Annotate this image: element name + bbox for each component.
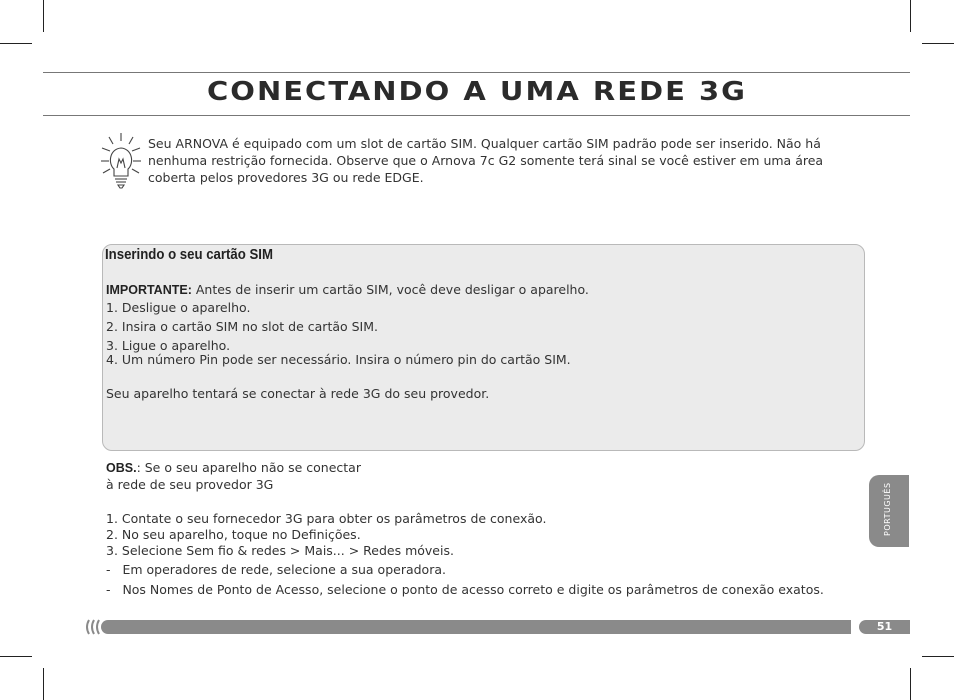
important-label: IMPORTANTE: [106, 283, 192, 297]
intro-line: Seu ARNOVA é equipado com um slot de cartão SIM. Qualquer cartão SIM padrão pode ser inserido. Não há [148, 136, 821, 151]
box-step: 1. Desligue o aparelho. [106, 300, 251, 315]
language-tab-label: PORTUGUÊS [883, 482, 892, 536]
lightbulb-icon [100, 131, 142, 191]
important-line [106, 282, 589, 297]
crop-mark [922, 43, 954, 44]
intro-line: nenhuma restrição fornecida. Observe que o Arnova 7c G2 somente terá sinal se você estiver em uma área [148, 153, 824, 168]
obs-bullet [106, 582, 824, 597]
crop-mark [0, 43, 32, 44]
header-rule-top [43, 72, 910, 73]
intro-line: coberta pelos provedores 3G ou rede EDGE. [148, 170, 424, 185]
dash-bullet: - [106, 562, 123, 577]
box-title: Inserindo o seu cartão SIM [105, 246, 273, 263]
obs-bullet-text: Nos Nomes de Ponto de Acesso, selecione o ponto de acesso correto e digite os parâmetros de conexão exatos. [122, 582, 824, 597]
crop-mark [43, 668, 44, 700]
box-step: 2. Insira o cartão SIM no slot de cartão SIM. [106, 319, 379, 334]
crop-mark [922, 656, 954, 657]
crop-mark [0, 656, 32, 657]
box-note: Seu aparelho tentará se conectar à rede 3G do seu provedor. [106, 386, 490, 401]
crop-mark [43, 0, 44, 32]
obs-line-2: à rede de seu provedor 3G [106, 477, 274, 492]
footer-bar [101, 620, 851, 634]
obs-step: 2. No seu aparelho, toque no Definições. [106, 527, 361, 542]
obs-bullet [106, 562, 446, 577]
header-rule-bottom [43, 115, 910, 116]
dash-bullet: - [106, 582, 123, 597]
box-step: 3. Ligue o aparelho. [106, 338, 231, 353]
obs-line [106, 460, 361, 475]
obs-label: OBS. [106, 461, 137, 475]
obs-bullet-text: Em operadores de rede, selecione a sua operadora. [122, 562, 446, 577]
obs-text: : Se o seu aparelho não se conectar [136, 460, 361, 475]
page-number: 51 [859, 620, 910, 634]
obs-step: 3. Selecione Sem fio & redes > Mais... > Redes móveis. [106, 543, 454, 558]
crop-mark [910, 668, 911, 700]
footer-stripes-icon [84, 619, 102, 635]
box-step: 4. Um número Pin pode ser necessário. Insira o número pin do cartão SIM. [106, 352, 571, 367]
intro-text [148, 135, 878, 186]
page-title: CONECTANDO A UMA REDE 3G [207, 75, 747, 107]
crop-mark [910, 0, 911, 32]
important-text: Antes de inserir um cartão SIM, você deve desligar o aparelho. [191, 282, 589, 297]
obs-step: 1. Contate o seu fornecedor 3G para obter os parâmetros de conexão. [106, 511, 547, 526]
